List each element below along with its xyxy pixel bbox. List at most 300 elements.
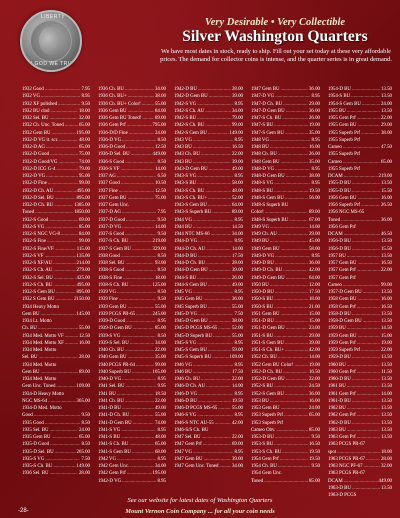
coin-price: 8.95	[81, 94, 90, 100]
leader-dots	[352, 86, 380, 93]
leader-dots	[281, 311, 308, 318]
coin-price: 13.50	[380, 108, 392, 114]
price-row	[22, 195, 90, 202]
leader-dots	[347, 253, 380, 260]
price-row	[328, 333, 392, 340]
coin-price: 19.00	[308, 362, 320, 368]
coin-price: 13.50	[380, 355, 392, 361]
price-row	[174, 209, 243, 216]
coin-description: 1947-D Ch. BU	[251, 101, 283, 107]
coin-description: Toned	[251, 478, 264, 484]
price-row	[174, 340, 243, 347]
leader-dots	[358, 333, 380, 340]
leader-dots	[285, 391, 308, 398]
coin-price: 8.50	[81, 442, 90, 448]
leader-dots	[212, 209, 231, 216]
price-row	[98, 391, 166, 398]
price-row	[98, 463, 166, 470]
leader-dots	[358, 195, 380, 202]
coin-price: 8.50	[81, 420, 90, 426]
price-row	[174, 267, 243, 274]
coin-description: 1934-D Med. Motto	[22, 406, 62, 411]
leader-dots	[208, 130, 229, 137]
price-row	[251, 318, 320, 325]
coin-description: 1957 Gem Prf	[328, 275, 356, 281]
coin-price: 26.00	[231, 275, 243, 281]
coin-description: 1954 Ch. BU	[251, 464, 277, 469]
leader-dots	[274, 122, 308, 129]
price-row	[251, 311, 320, 318]
coin-description: 1948-D VG	[251, 166, 275, 172]
coin-description: 1963-D PCGS	[328, 493, 357, 496]
coin-description: 1950-D BU	[251, 290, 274, 295]
coin-price: 23.00	[308, 326, 320, 332]
coin-description: 1936-D Good	[98, 145, 126, 150]
leader-dots	[39, 354, 78, 361]
coin-description: 1932 Good	[22, 87, 44, 92]
coin-description: 1962 BU	[328, 406, 346, 411]
coin-description: 1942-S VG	[174, 101, 197, 107]
leader-dots	[281, 246, 308, 253]
coin-description: 1932-S XF/AU	[22, 261, 53, 266]
coin-description: 1943 BU	[174, 145, 192, 150]
coin-description: 1942-D Gem BU	[174, 94, 208, 100]
price-row	[22, 289, 90, 296]
coin-description: 1942 Gem Prf	[98, 471, 126, 477]
coin-price: 35.00	[308, 130, 320, 136]
coin-price: 8.95	[157, 456, 166, 462]
leader-dots	[201, 376, 231, 383]
price-row	[328, 173, 392, 180]
coin-price: 145.00	[76, 311, 90, 317]
coin-price: 9.50	[311, 464, 320, 469]
leader-dots	[126, 144, 154, 151]
coin-description: 1961-D BU	[328, 398, 351, 404]
price-row	[328, 108, 392, 115]
coin-description: 1949 VG	[251, 224, 269, 230]
price-row	[328, 217, 392, 224]
price-row	[328, 253, 392, 260]
coin-description: 1955 Gem Prf	[328, 116, 356, 121]
coin-price: 115.00	[76, 246, 90, 252]
coin-description: 1944-D Gem BU	[174, 268, 208, 274]
coin-price: 13.50	[380, 239, 392, 245]
price-row	[174, 188, 243, 195]
leader-dots	[270, 398, 308, 405]
coin-description: 1943-D Gem BU	[174, 166, 208, 172]
leader-dots	[205, 122, 231, 129]
leader-dots	[208, 195, 231, 202]
coin-description: 1936 Ch. BU	[98, 87, 124, 92]
coin-price: 79.00	[78, 166, 90, 172]
price-row	[251, 478, 320, 485]
coin-price: 99.00	[78, 239, 90, 245]
coin-description: 1948 BU	[251, 145, 269, 150]
price-row	[328, 195, 392, 202]
leader-dots	[357, 369, 380, 376]
price-row	[98, 405, 166, 412]
coin-price: 29.00	[308, 333, 320, 339]
price-row	[251, 405, 320, 412]
coin-description: 1936-D Sel. BU	[98, 152, 130, 158]
coin-price: 195.00	[76, 130, 90, 136]
coin-description: Gem BU	[22, 311, 40, 317]
coin-description: 1937 Fine	[98, 188, 118, 194]
price-row	[328, 246, 392, 253]
coin-top-lettering: LIBERTY	[40, 14, 66, 20]
coin-price: 93.00	[154, 261, 166, 266]
coin-price: 22.00	[231, 435, 243, 440]
coin-description: 1963 BU	[328, 427, 346, 433]
coin-price: 19.50	[231, 398, 243, 404]
leader-dots	[193, 137, 233, 144]
price-row	[22, 333, 90, 340]
price-row	[251, 188, 320, 195]
coin-description: 1940 Gem BU	[98, 355, 127, 361]
coin-price: 15.50	[380, 246, 392, 252]
price-row	[251, 173, 320, 180]
coin-description: 1943 Ch. BU	[174, 152, 200, 158]
leader-dots	[129, 238, 151, 245]
price-row	[98, 86, 166, 93]
coin-description: 1957-D Gem BU	[328, 290, 362, 295]
leader-dots	[129, 130, 154, 137]
leader-dots	[218, 405, 231, 412]
price-row	[251, 115, 320, 122]
coin-description: 1951-D BU	[251, 319, 274, 324]
coin-description: 1948 Gem BU	[251, 159, 280, 165]
coin-price: 18.50	[154, 391, 166, 397]
leader-dots	[122, 137, 156, 144]
leader-dots	[133, 325, 154, 332]
leader-dots	[343, 282, 380, 289]
price-row	[251, 180, 320, 187]
leader-dots	[265, 209, 308, 216]
price-row	[22, 159, 90, 166]
coin-description: 1941-D Gem BU	[98, 420, 132, 426]
coin-price: 48.00	[78, 137, 90, 143]
price-row	[251, 130, 320, 137]
price-row	[328, 144, 392, 151]
coin-price: 8.95	[234, 239, 243, 245]
coin-description: 1942-S BU	[174, 116, 197, 121]
price-row	[251, 93, 320, 100]
coin-description: 1947 VG	[174, 449, 192, 455]
coin-description: 1962 Gem Prf	[328, 413, 356, 419]
price-row	[98, 115, 166, 122]
leader-dots	[122, 376, 156, 383]
price-row	[174, 253, 243, 260]
price-row	[174, 130, 243, 137]
coin-price: 68.00	[154, 449, 166, 455]
coin-price: 26.00	[308, 116, 320, 121]
price-row	[98, 369, 166, 376]
coin-price: 55.00	[154, 413, 166, 419]
coin-description: 1946-D BU	[174, 398, 197, 404]
price-row	[22, 391, 90, 398]
coin-description: 1959 Superb Prf	[328, 348, 361, 353]
price-row	[251, 289, 320, 296]
leader-dots	[117, 289, 156, 296]
coin-description: 1939 PCGS PR-65	[98, 311, 135, 317]
intro-paragraph: We have most dates in stock, ready to ship. Fill out your set today at these very affordable prices. The demand for collector coins is intense, and the quarter series is in great demand.	[160, 48, 392, 63]
price-row	[22, 318, 90, 325]
price-row	[251, 144, 320, 151]
coin-price: 95.00	[78, 174, 90, 179]
price-row	[22, 217, 90, 224]
price-row	[98, 166, 166, 173]
coin-price: 36.00	[308, 108, 320, 114]
leader-dots	[45, 456, 80, 463]
price-column-5	[328, 86, 392, 496]
coin-price: 29.00	[308, 232, 320, 237]
price-row	[251, 253, 320, 260]
coin-price: 8.95	[234, 217, 243, 223]
price-row	[251, 166, 320, 173]
leader-dots	[131, 151, 152, 158]
leader-dots	[132, 449, 154, 456]
leader-dots	[347, 325, 380, 332]
coin-description: 1951 Gem BU	[251, 311, 280, 317]
price-row	[174, 376, 243, 383]
coin-price: 449.00	[152, 152, 166, 158]
coin-price: 329.00	[152, 246, 166, 252]
coin-price: 7.95	[81, 87, 90, 92]
coin-price: 135.00	[76, 253, 90, 259]
leader-dots	[50, 470, 78, 477]
coin-price: 14.50	[380, 326, 392, 332]
price-row	[251, 282, 320, 289]
coin-description: 1938 Good	[98, 253, 120, 259]
price-row	[174, 101, 243, 108]
coin-description: 1949 Gem BU	[251, 246, 280, 252]
coin-price: 28.00	[78, 355, 90, 361]
leader-dots	[54, 188, 75, 195]
leader-dots	[55, 296, 73, 303]
price-row	[251, 427, 320, 434]
coin-description: 1963 PCGS PR-67	[328, 456, 365, 462]
leader-dots	[128, 304, 154, 311]
price-row	[251, 362, 320, 369]
coin-price: 16.00	[78, 340, 90, 346]
price-row	[174, 362, 243, 369]
coin-price: 38.00	[308, 174, 320, 179]
coin-price: 16.00	[380, 195, 392, 201]
coin-price: 64.00	[231, 203, 243, 208]
price-row	[22, 130, 90, 137]
price-row	[328, 202, 392, 209]
coin-description: 1955 Superb Prf	[328, 130, 361, 136]
price-row	[174, 296, 243, 303]
price-row	[328, 325, 392, 332]
price-row	[98, 122, 166, 129]
coin-description: Cameo	[328, 145, 342, 150]
coin-price: 125.00	[152, 282, 166, 288]
coin-description: 1957 BU	[328, 253, 346, 259]
coin-price: 13.50	[380, 311, 392, 317]
coin-description: 1941-S VG	[98, 427, 121, 433]
price-row	[22, 224, 90, 231]
price-row	[174, 398, 243, 405]
coin-description: 1945-S Gem BU	[174, 348, 207, 353]
leader-dots	[270, 282, 308, 289]
price-row	[328, 122, 392, 129]
price-row	[22, 253, 90, 260]
price-row	[251, 202, 320, 209]
leader-dots	[357, 391, 380, 398]
leader-dots	[142, 101, 154, 108]
price-row	[98, 108, 166, 115]
price-row	[22, 449, 90, 456]
leader-dots	[285, 347, 308, 354]
leader-dots	[211, 231, 231, 238]
coin-description: 1935 Sel. BU	[22, 427, 49, 433]
coin-price: 11.50	[381, 369, 392, 375]
leader-dots	[357, 340, 380, 347]
coin-price: 39.00	[231, 268, 243, 274]
price-row	[328, 311, 392, 318]
coin-price: 24.00	[78, 427, 90, 433]
price-row	[174, 180, 243, 187]
leader-dots	[283, 101, 308, 108]
coin-price: 8.95	[234, 362, 243, 368]
coin-description: 1932 BU clnd	[22, 108, 50, 114]
coin-description: 1953-S Ch. BU	[251, 449, 282, 455]
price-row	[174, 325, 243, 332]
price-row	[98, 260, 166, 267]
coin-price: 19.00	[308, 123, 320, 129]
price-row	[98, 267, 166, 274]
leader-dots	[357, 267, 380, 274]
leader-dots	[53, 282, 75, 289]
coin-price: 22.00	[380, 348, 392, 353]
coin-price: 24.00	[154, 130, 166, 136]
price-row	[174, 217, 243, 224]
price-row	[174, 441, 243, 448]
leader-dots	[125, 86, 154, 93]
price-row	[22, 296, 90, 303]
coin-price: 24.00	[308, 406, 320, 411]
leader-dots	[275, 289, 308, 296]
leader-dots	[204, 296, 231, 303]
leader-dots	[285, 340, 308, 347]
leader-dots	[208, 202, 231, 209]
leader-dots	[295, 362, 308, 369]
price-row	[328, 318, 392, 325]
coin-description: 1963 PCGS PR-67	[328, 471, 365, 477]
leader-dots	[201, 151, 231, 158]
coin-price: 42.00	[308, 348, 320, 353]
leader-dots	[45, 224, 78, 231]
coin-price: 8.95	[157, 377, 166, 382]
price-row	[22, 347, 90, 354]
coin-price: 29.00	[308, 101, 320, 107]
coin-price: 55.00	[78, 326, 90, 332]
leader-dots	[50, 151, 78, 158]
price-row	[174, 412, 243, 419]
price-row	[98, 441, 166, 448]
price-row	[328, 166, 392, 173]
leader-dots	[132, 369, 152, 376]
leader-dots	[121, 166, 154, 173]
price-row	[251, 354, 320, 361]
price-row	[174, 246, 243, 253]
coin-price: 56.00	[308, 195, 320, 201]
coin-description: 1946-D PCGS MS-65	[174, 406, 218, 411]
leader-dots	[352, 485, 380, 492]
leader-dots	[50, 115, 78, 122]
price-row	[98, 202, 166, 209]
price-row	[328, 86, 392, 93]
coin-price: 22.00	[154, 398, 166, 404]
coin-description: 1947-S Gem BU	[251, 130, 284, 136]
coin-description: 1943-S Gem BU	[174, 203, 207, 208]
coin-description: 1935-D Good	[22, 442, 50, 448]
price-row	[328, 231, 392, 238]
coin-description: 1956 Gem Prf	[328, 224, 356, 230]
price-row	[98, 173, 166, 180]
price-row	[98, 383, 166, 390]
leader-dots	[280, 456, 308, 463]
coin-description: 1942 VG	[98, 456, 116, 462]
coin-description: 1937 Gem BU	[98, 195, 127, 201]
price-row	[174, 122, 243, 129]
coin-price: 26.50	[380, 203, 392, 208]
leader-dots	[212, 354, 228, 361]
coin-description: 1939 Gem BU	[98, 304, 127, 310]
coin-description: 1954 Gem Prf	[251, 456, 279, 462]
coin-price: 36.00	[380, 217, 392, 223]
coin-description: 1947-D VG	[251, 94, 275, 100]
leader-dots	[337, 449, 380, 456]
price-row	[328, 354, 392, 361]
price-row	[174, 391, 243, 398]
leader-dots	[208, 282, 231, 289]
coin-description: 1948-S Superb BU	[251, 203, 289, 208]
coin-description: 1947-S Ch. BU	[251, 116, 282, 121]
price-row	[174, 304, 243, 311]
coin-price: 49.00	[231, 166, 243, 172]
coin-description: DCAM	[328, 232, 343, 237]
tagline: Very Desirable • Very Collectible	[204, 17, 346, 28]
coin-price: 14.00	[308, 355, 320, 361]
coin-price: 15.50	[380, 188, 392, 194]
leader-dots	[352, 376, 380, 383]
coin-price: 65.00	[308, 413, 320, 419]
price-row	[98, 478, 166, 485]
price-row	[22, 180, 90, 187]
coin-price: 365.00	[76, 398, 90, 404]
leader-dots	[125, 398, 154, 405]
coin-price: 89.00	[154, 116, 166, 121]
leader-dots	[56, 289, 76, 296]
coin-description: 1948-S BU	[251, 188, 274, 194]
leader-dots	[361, 202, 380, 209]
coin-price: 74.00	[78, 159, 90, 165]
leader-dots	[126, 260, 154, 267]
leader-dots	[274, 296, 308, 303]
coin-price: 85.00	[154, 326, 166, 332]
coin-description: 1949 BU	[251, 239, 269, 245]
leader-dots	[56, 383, 75, 390]
coin-description: 1947 Gem Prf	[174, 442, 202, 448]
coin-description: 1932 XF polished	[22, 101, 58, 107]
coin-description: 1949-D VG	[251, 253, 275, 259]
price-row	[22, 137, 90, 144]
coin-bottom-lettering: IN GOD WE TRUST	[26, 61, 80, 67]
coin-description: 1932-S Good	[22, 217, 49, 223]
coin-price: 39.00	[231, 456, 243, 462]
